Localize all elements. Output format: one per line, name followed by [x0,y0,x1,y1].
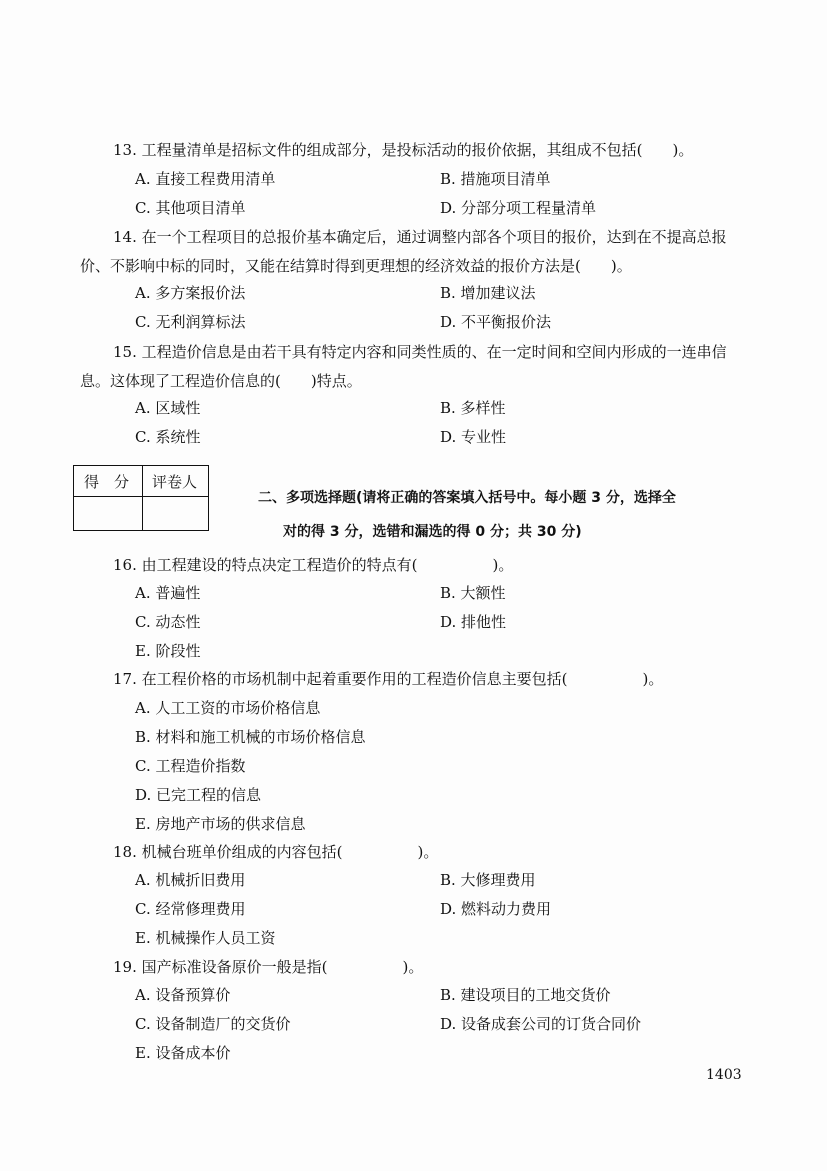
q18-option-e: E. 机械操作人员工资 [135,929,276,947]
q17-option-a: A. 人工工资的市场价格信息 [135,699,321,717]
q19-option-c: C. 设备制造厂的交货价 [135,1015,291,1033]
q18-option-b: B. 大修理费用 [440,871,536,889]
q14-option-a: A. 多方案报价法 [135,284,246,302]
question-16-stem: 16. 由工程建设的特点决定工程造价的特点有( )。 [113,556,514,574]
q14-option-d: D. 不平衡报价法 [440,313,552,331]
section-2-heading-line1: 二、多项选择题(请将正确的答案填入括号中。每小题 3 分，选择全 [258,490,676,506]
q19-option-e: E. 设备成本价 [135,1044,231,1062]
q17-option-b: B. 材料和施工机械的市场价格信息 [135,728,366,746]
q13-option-a: A. 直接工程费用清单 [135,170,276,188]
question-13-stem: 13. 工程量清单是招标文件的组成部分，是投标活动的报价依据，其组成不包括( )。 [113,141,694,159]
q13-option-d: D. 分部分项工程量清单 [440,199,597,217]
q19-option-b: B. 建设项目的工地交货价 [440,986,611,1004]
question-14-stem: 14. 在一个工程项目的总报价基本确定后，通过调整内部各个项目的报价，达到在不提高总报价、不影响中标的同时，又能在结算时得到更理想的经济效益的报价方法是( )。 [80,228,727,275]
q19-option-a: A. 设备预算价 [135,986,231,1004]
q15-option-a: A. 区域性 [135,399,201,417]
table-divider-vertical [142,466,143,530]
table-divider-horizontal [74,496,208,497]
q14-option-c: C. 无利润算标法 [135,313,246,331]
q18-option-d: D. 燃料动力费用 [440,900,552,918]
q15-option-b: B. 多样性 [440,399,506,417]
question-15-stem: 15. 工程造价信息是由若干具有特定内容和同类性质的、在一定时间和空间内形成的一连串信息。这体现了工程造价信息的( )特点。 [80,343,727,390]
question-18-stem: 18. 机械台班单价组成的内容包括( )。 [113,843,439,861]
q16-option-d: D. 排他性 [440,613,507,631]
q13-option-c: C. 其他项目清单 [135,199,246,217]
q16-option-c: C. 动态性 [135,613,201,631]
q16-option-b: B. 大额性 [440,584,506,602]
q17-option-e: E. 房地产市场的供求信息 [135,815,306,833]
q13-option-b: B. 措施项目清单 [440,170,551,188]
grader-cell[interactable] [145,499,207,527]
q19-option-d: D. 设备成套公司的订货合同价 [440,1015,642,1033]
q17-option-d: D. 已完工程的信息 [135,786,262,804]
question-17-stem: 17. 在工程价格的市场机制中起着重要作用的工程造价信息主要包括( )。 [113,670,664,688]
page-number: 1403 [706,1067,742,1083]
q14-option-b: B. 增加建议法 [440,284,536,302]
score-table [73,465,209,531]
q15-option-d: D. 专业性 [440,428,507,446]
q15-option-c: C. 系统性 [135,428,201,446]
score-label: 得 分 [84,473,130,491]
q16-option-e: E. 阶段性 [135,642,201,660]
q17-option-c: C. 工程造价指数 [135,757,246,775]
question-19-stem: 19. 国产标准设备原价一般是指( )。 [113,958,424,976]
grader-label: 评卷人 [152,473,198,491]
q18-option-a: A. 机械折旧费用 [135,871,246,889]
q18-option-c: C. 经常修理费用 [135,900,246,918]
score-cell[interactable] [76,499,139,527]
q16-option-a: A. 普遍性 [135,584,201,602]
section-2-heading-line2: 对的得 3 分，选错和漏选的得 0 分；共 30 分) [283,524,582,540]
